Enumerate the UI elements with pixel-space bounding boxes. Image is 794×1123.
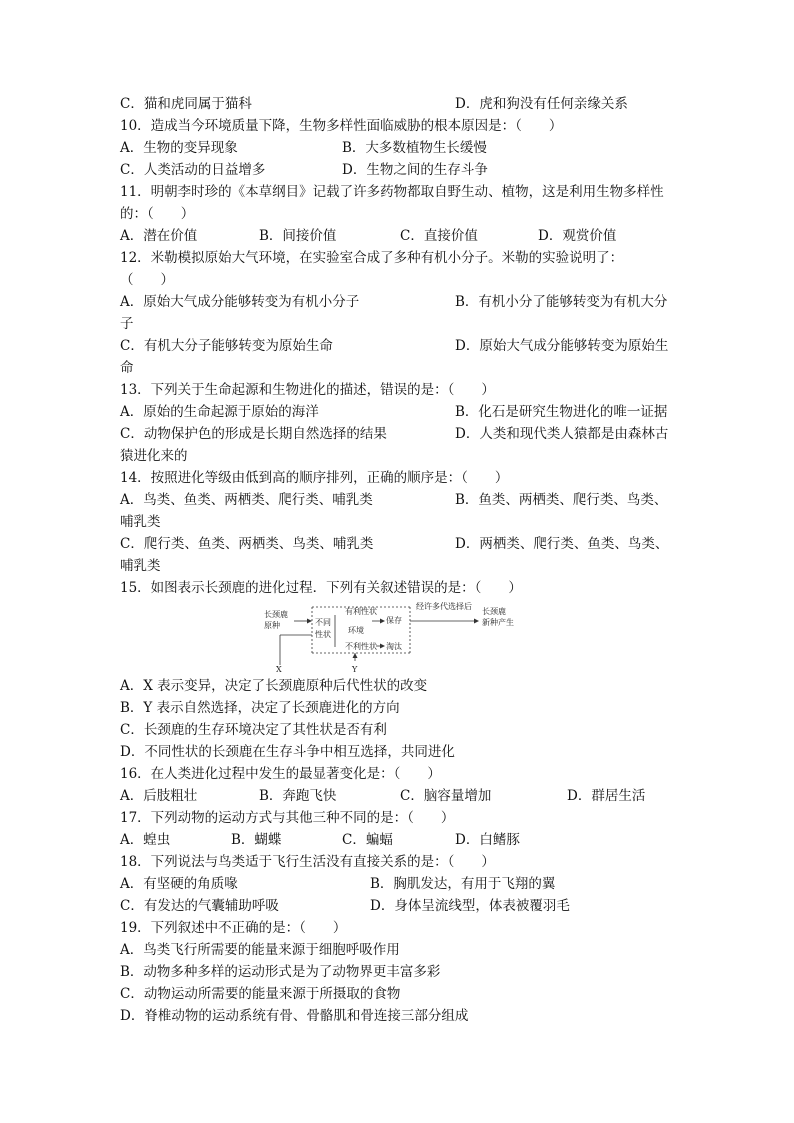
question-text: A．鸟类、鱼类、两栖类、爬行类、哺乳类 [120, 492, 373, 508]
option-text: D．身体呈流线型，体表被覆羽毛 [370, 898, 570, 914]
text-line [120, 829, 680, 851]
text-line [120, 247, 680, 269]
question-text: A．生物的变异现象 [120, 140, 238, 156]
arrow-head [380, 644, 385, 649]
text-line [120, 697, 680, 719]
text-line [120, 445, 680, 467]
option-text: C．脑容量增加 [400, 788, 492, 804]
option-text: C．蝙蝠 [342, 832, 393, 848]
question-page [120, 93, 680, 1027]
text-line [120, 225, 680, 247]
question-q14 [120, 467, 680, 577]
result-label: 新种产生 [482, 618, 514, 627]
environment-label: 环境 [348, 626, 364, 635]
text-line [120, 335, 680, 357]
question-q13 [120, 379, 680, 467]
text-line [120, 741, 680, 763]
variation-label: 性状 [315, 630, 331, 639]
option-text: B．间接价值 [259, 228, 337, 244]
question-q11 [120, 181, 680, 247]
question-text: 哺乳类 [120, 514, 161, 530]
text-line [120, 357, 680, 379]
result-label: 长颈鹿 [482, 607, 506, 616]
question-text: 猿进化来的 [120, 448, 188, 464]
text-line [120, 115, 680, 137]
giraffe-evolution-diagram [120, 601, 680, 673]
question-text: 17．下列动物的运动方式与其他三种不同的是：（ ） [120, 810, 455, 826]
text-line [120, 533, 680, 555]
question-text: C．动物保护色的形成是长期自然选择的结果 [120, 426, 387, 442]
question-q12 [120, 247, 680, 379]
text-line [120, 763, 680, 785]
question-text: C．有发达的气囊辅助呼吸 [120, 898, 279, 914]
text-line [120, 423, 680, 445]
question-text: 13．下列关于生命起源和生物进化的描述，错误的是：（ ） [120, 382, 495, 398]
option-text: B．化石是研究生物进化的唯一证据 [455, 404, 668, 420]
option-text: B．奔跑飞快 [259, 788, 337, 804]
question-text: 16．在人类进化过程中发生的最显著变化是：（ ） [120, 766, 441, 782]
favorable-label: 有利性状 [345, 607, 377, 616]
question-text: A．原始大气成分能够转变为有机小分子 [120, 294, 360, 310]
text-line [120, 401, 680, 423]
question-text: 12．米勒模拟原始大气环境，在实验室合成了多种有机小分子。米勒的实验说明了： [120, 250, 624, 266]
text-line [120, 983, 680, 1005]
question-q18 [120, 851, 680, 917]
arrow-head [380, 619, 385, 624]
option-text: B．胸肌发达，有用于飞翔的翼 [370, 876, 556, 892]
text-line [120, 467, 680, 489]
question-text: B．动物多种多样的运动形式是为了动物界更丰富多彩 [120, 964, 441, 980]
question-text: A．后肢粗壮 [120, 788, 198, 804]
text-line [120, 511, 680, 533]
question-text: B．Y 表示自然选择，决定了长颈鹿进化的方向 [120, 700, 400, 716]
text-line [120, 851, 680, 873]
question-text: C．有机大分子能够转变为原始生命 [120, 338, 333, 354]
question-q10 [120, 115, 680, 181]
text-line [120, 181, 680, 203]
text-line [120, 917, 680, 939]
text-line [120, 379, 680, 401]
arrow-head [353, 653, 358, 658]
arrow-head [307, 619, 312, 624]
question-q15 [120, 577, 680, 763]
question-text: C．人类活动的日益增多 [120, 162, 266, 178]
text-line [120, 269, 680, 291]
question-text: 15．如图表示长颈鹿的进化过程．下列有关叙述错误的是：（ ） [120, 580, 522, 596]
question-text: D．脊椎动物的运动系统有骨、骨骼肌和骨连接三部分组成 [120, 1008, 469, 1024]
text-line [120, 939, 680, 961]
text-line [120, 895, 680, 917]
option-text: D．原始大气成分能够转变为原始生 [455, 338, 669, 354]
text-line [120, 137, 680, 159]
question-text: 19．下列叙述中不正确的是：（ ） [120, 920, 347, 936]
question-text: A．原始的生命起源于原始的海洋 [120, 404, 319, 420]
text-line [120, 719, 680, 741]
generations-label: 经许多代选择后 [416, 602, 472, 611]
option-text: B．蝴蝶 [231, 832, 282, 848]
text-line [120, 1005, 680, 1027]
option-text: D．白鳍豚 [455, 832, 520, 848]
eliminate-label: 淘汰 [386, 642, 402, 651]
x-label: X [276, 665, 282, 673]
y-label: Y [352, 665, 358, 673]
option-text: D．人类和现代类人猿都是由森林古 [455, 426, 669, 442]
unfavorable-label: 不利性状 [345, 642, 377, 651]
question-q19 [120, 917, 680, 1027]
question-text: 10．造成当今环境质量下降，生物多样性面临威胁的根本原因是：（ ） [120, 118, 563, 134]
question-text: 14．按照进化等级由低到高的顺序排列，正确的顺序是：（ ） [120, 470, 509, 486]
option-text: D．观赏价值 [538, 228, 617, 244]
question-text: A．潜在价值 [120, 228, 198, 244]
text-line [120, 159, 680, 181]
origin-label: 原种 [264, 621, 280, 630]
text-line [120, 313, 680, 335]
text-line [120, 961, 680, 983]
option-text: D．虎和狗没有任何亲缘关系 [455, 96, 628, 112]
question-text: D．不同性状的长颈鹿在生存斗争中相互选择，共同进化 [120, 744, 455, 760]
question-q16 [120, 763, 680, 807]
question-text: 11．明朝李时珍的《本草纲目》记载了许多药物都取自野生动、植物，这是利用生物多样性 [120, 184, 664, 200]
text-line [120, 807, 680, 829]
question-text: 子 [120, 316, 134, 332]
text-line [120, 873, 680, 895]
text-line [120, 577, 680, 599]
question-text: A．鸟类飞行所需要的能量来源于细胞呼吸作用 [120, 942, 400, 958]
question-text: 的：（ ） [120, 206, 195, 222]
question-text: （ ） [120, 272, 174, 288]
text-line [120, 785, 680, 807]
option-text: C．直接价值 [400, 228, 478, 244]
question-text: A．蝗虫 [120, 832, 171, 848]
question-text: 哺乳类 [120, 558, 161, 574]
question-text: A．X 表示变异，决定了长颈鹿原种后代性状的改变 [120, 678, 428, 694]
question-text: C．猫和虎同属于猫科 [120, 96, 252, 112]
question-q17 [120, 807, 680, 851]
question-text: C．动物运动所需要的能量来源于所摄取的食物 [120, 986, 401, 1002]
preserve-label: 保存 [386, 616, 402, 625]
text-line [120, 93, 680, 115]
option-text: B．有机小分了能够转变为有机大分 [455, 294, 668, 310]
text-line [120, 675, 680, 697]
question-text: C．爬行类、鱼类、两栖类、鸟类、哺乳类 [120, 536, 374, 552]
question-q9c [120, 93, 680, 115]
text-line [120, 555, 680, 577]
question-text: 18．下列说法与鸟类适于飞行生活没有直接关系的是：（ ） [120, 854, 495, 870]
question-text: 命 [120, 360, 134, 376]
text-line [120, 291, 680, 313]
option-text: D．两栖类、爬行类、鱼类、鸟类、 [455, 536, 669, 552]
variation-label: 不同 [315, 618, 331, 627]
option-text: B．鱼类、两栖类、爬行类、鸟类、 [455, 492, 668, 508]
question-text: C．长颈鹿的生存环境决定了其性状是否有利 [120, 722, 387, 738]
option-text: D．群居生活 [567, 788, 646, 804]
option-text: D．生物之间的生存斗争 [342, 162, 488, 178]
text-line [120, 489, 680, 511]
option-text: B．大多数植物生长缓慢 [342, 140, 487, 156]
arrow-head [474, 619, 479, 624]
origin-label: 长颈鹿 [264, 610, 288, 619]
text-line [120, 203, 680, 225]
question-text: A．有坚硬的角质喙 [120, 876, 238, 892]
